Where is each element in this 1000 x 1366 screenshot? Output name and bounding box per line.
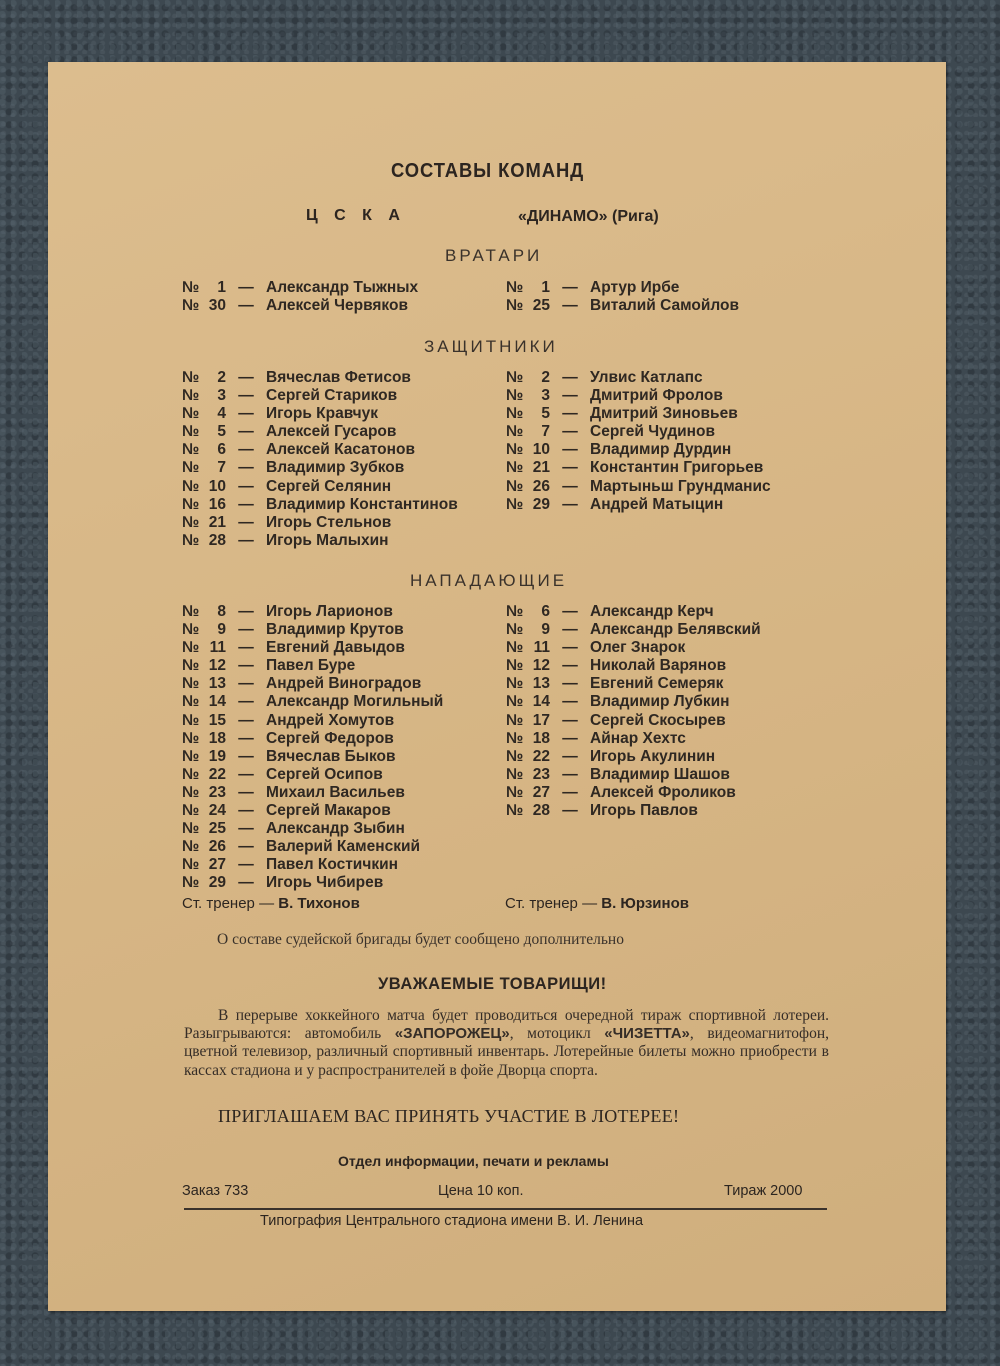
team-right-header [518, 208, 659, 226]
roster-row [182, 387, 458, 405]
roster-row [182, 423, 458, 441]
dash-separator: — [238, 441, 254, 459]
jersey-number: 11 [533, 639, 550, 657]
number-sign: № [182, 856, 200, 874]
player-name: Александр Керч [590, 603, 714, 620]
jersey-number: 10 [532, 441, 550, 459]
player-name: Вячеслав Быков [266, 747, 396, 765]
footer-divider [184, 1208, 827, 1210]
jersey-number: 21 [208, 513, 226, 531]
dash-separator: — [562, 423, 578, 441]
coach-label: Ст. тренер — [505, 895, 598, 912]
dash-separator: — [562, 477, 578, 495]
player-name: Игорь Акулинин [590, 747, 716, 765]
number-sign: № [182, 405, 200, 423]
jersey-number: 14 [208, 693, 226, 711]
roster-row [182, 297, 418, 315]
roster-row [506, 478, 771, 496]
dash-separator: — [238, 657, 254, 675]
dash-separator: — [238, 297, 254, 315]
team-right-name: «ДИНАМО» [518, 208, 608, 225]
dash-separator: — [238, 675, 254, 693]
number-sign: № [506, 747, 524, 765]
roster-row [182, 856, 443, 874]
dash-separator: — [238, 459, 254, 477]
dash-separator: — [238, 423, 254, 441]
lottery-invite: ПРИГЛАШАЕМ ВАС ПРИНЯТЬ УЧАСТИЕ В ЛОТЕРЕЕ! [218, 1106, 680, 1126]
price: Цена 10 коп. [438, 1183, 524, 1199]
player-name: Андрей Матыцин [590, 495, 724, 513]
number-sign: № [182, 711, 200, 729]
dash-separator: — [562, 441, 578, 459]
dash-separator: — [562, 603, 578, 620]
number-sign: № [506, 802, 524, 820]
dash-separator: — [238, 603, 254, 620]
number-sign: № [506, 675, 524, 693]
dash-separator: — [238, 747, 254, 765]
jersey-number: 12 [532, 657, 550, 675]
jersey-number: 26 [208, 838, 226, 856]
dash-separator: — [238, 369, 254, 386]
dash-separator: — [562, 297, 578, 315]
roster-row [182, 693, 443, 711]
player-name: Игорь Чибирев [266, 874, 384, 892]
player-name: Александр Тыжных [266, 279, 419, 296]
dash-separator: — [562, 279, 578, 296]
jersey-number: 7 [541, 423, 550, 441]
number-sign: № [506, 639, 524, 657]
player-name: Сергей Федоров [266, 729, 394, 747]
jersey-number: 14 [532, 693, 550, 711]
dash-separator: — [238, 621, 254, 639]
dash-separator: — [238, 477, 254, 495]
jersey-number: 28 [208, 531, 226, 549]
team-left-name: Ц С К А [306, 207, 406, 224]
roster-row [506, 766, 761, 784]
roster-row [182, 279, 418, 297]
player-name: Андрей Хомутов [266, 711, 395, 729]
dash-separator: — [238, 405, 254, 423]
jersey-number: 12 [208, 657, 226, 675]
dash-separator: — [562, 369, 578, 386]
jersey-number: 19 [208, 747, 226, 765]
number-sign: № [182, 621, 200, 639]
player-name: Александр Белявский [590, 621, 761, 639]
dash-separator: — [562, 405, 578, 423]
jersey-number: 13 [208, 675, 226, 693]
roster-row [182, 478, 458, 496]
jersey-number: 11 [209, 639, 226, 657]
jersey-number: 4 [217, 405, 226, 423]
roster-right-forwards [506, 603, 761, 820]
number-sign: № [506, 603, 524, 620]
player-name: Сергей Скосырев [590, 711, 726, 729]
number-sign: № [506, 387, 524, 405]
player-name: Владимир Лубкин [590, 693, 730, 711]
player-name: Владимир Крутов [266, 621, 404, 639]
jersey-number: 18 [532, 729, 550, 747]
jersey-number: 30 [208, 297, 226, 315]
player-name: Алексей Червяков [266, 297, 408, 315]
number-sign: № [182, 729, 200, 747]
order-number: Заказ 733 [182, 1183, 249, 1199]
number-sign: № [506, 369, 524, 386]
jersey-number: 16 [208, 495, 226, 513]
coach-right-name: В. Юрзинов [601, 895, 689, 912]
roster-row [182, 657, 443, 675]
number-sign: № [182, 639, 200, 657]
number-sign: № [506, 297, 524, 315]
coach-label: Ст. тренер — [182, 895, 275, 912]
printer-line: Типография Центрального стадиона имени В. И. Ленина [260, 1213, 644, 1229]
roster-row [182, 874, 443, 892]
jersey-number: 8 [217, 603, 226, 620]
roster-left-defense [182, 369, 458, 550]
jersey-number: 28 [532, 802, 550, 820]
jersey-number: 13 [532, 675, 550, 693]
number-sign: № [182, 874, 200, 892]
player-name: Мартыньш Грундманис [590, 477, 771, 495]
jersey-number: 23 [532, 765, 550, 783]
dash-separator: — [238, 820, 254, 838]
jersey-number: 25 [532, 297, 550, 315]
dash-separator: — [238, 693, 254, 711]
number-sign: № [182, 495, 200, 513]
jersey-number: 29 [532, 495, 550, 513]
jersey-number: 18 [208, 729, 226, 747]
number-sign: № [182, 387, 200, 405]
dash-separator: — [562, 783, 578, 801]
roster-row [182, 369, 458, 387]
player-name: Алексей Фроликов [590, 783, 736, 801]
car-prize: «ЗАПОРОЖЕЦ» [394, 1025, 510, 1043]
number-sign: № [182, 297, 200, 315]
jersey-number: 2 [541, 369, 550, 386]
roster-row [182, 405, 458, 423]
dash-separator: — [562, 495, 578, 513]
number-sign: № [182, 765, 200, 783]
jersey-number: 26 [532, 477, 550, 495]
dash-separator: — [562, 387, 578, 405]
number-sign: № [182, 657, 200, 675]
player-name: Владимир Зубков [266, 459, 405, 477]
player-name: Владимир Шашов [590, 765, 730, 783]
jersey-number: 21 [532, 459, 550, 477]
jersey-number: 27 [532, 783, 550, 801]
coach-right [505, 895, 689, 912]
dash-separator: — [238, 513, 254, 531]
roster-row [182, 766, 443, 784]
number-sign: № [182, 603, 200, 620]
dash-separator: — [562, 693, 578, 711]
dash-separator: — [562, 802, 578, 820]
number-sign: № [182, 279, 200, 296]
roster-row [182, 712, 443, 730]
jersey-number: 7 [217, 459, 226, 477]
player-name: Игорь Кравчук [266, 405, 379, 423]
jersey-number: 5 [217, 423, 226, 441]
page-title: СОСТАВЫ КОМАНД [391, 160, 585, 182]
player-name: Виталий Самойлов [590, 297, 740, 315]
player-name: Павел Костичкин [266, 856, 398, 874]
roster-row [182, 532, 458, 550]
roster-row [506, 730, 761, 748]
jersey-number: 23 [208, 783, 226, 801]
player-name: Игорь Ларионов [266, 603, 393, 620]
roster-row [506, 279, 739, 297]
dash-separator: — [238, 729, 254, 747]
player-name: Дмитрий Фролов [590, 387, 723, 405]
roster-row [182, 748, 443, 766]
jersey-number: 9 [217, 621, 226, 639]
dash-separator: — [562, 765, 578, 783]
dash-separator: — [238, 765, 254, 783]
roster-row [506, 657, 761, 675]
player-name: Сергей Осипов [266, 765, 383, 783]
dash-separator: — [238, 802, 254, 820]
player-name: Владимир Константинов [266, 495, 458, 513]
player-name: Сергей Стариков [266, 387, 398, 405]
player-name: Александр Могильный [266, 693, 444, 711]
player-name: Евгений Семеряк [590, 675, 724, 693]
department-line: Отдел информации, печати и рекламы [338, 1153, 609, 1169]
jersey-number: 22 [208, 765, 226, 783]
roster-row [506, 459, 771, 477]
number-sign: № [506, 711, 524, 729]
appeal-heading: УВАЖАЕМЫЕ ТОВАРИЩИ! [378, 975, 607, 993]
roster-row [506, 603, 761, 621]
dash-separator: — [562, 621, 578, 639]
number-sign: № [506, 765, 524, 783]
number-sign: № [182, 423, 200, 441]
dash-separator: — [238, 387, 254, 405]
team-right-city: (Рига) [612, 208, 659, 225]
number-sign: № [182, 531, 200, 549]
number-sign: № [182, 693, 200, 711]
number-sign: № [506, 783, 524, 801]
jersey-number: 27 [208, 856, 226, 874]
referee-note: О составе судейской бригады будет сообщено дополнительно [217, 931, 624, 948]
lottery-paragraph: В перерыве хоккейного матча будет проводиться очередной тираж спортивной лотереи. Разыгрываются: автомобиль «ЗАПОРОЖЕЦ», мотоцикл «ЧИЗЕТТА», видеомагнитофон, цветной телевизор, различный спортивный инвентарь. Лотерейные билеты можно приобрести в кассах стадиона и у распространителей в фойе Дворца спорта. [184, 1007, 830, 1079]
number-sign: № [182, 675, 200, 693]
roster-row [506, 748, 761, 766]
roster-row [506, 405, 771, 423]
roster-left-goalies [182, 279, 418, 315]
player-name: Константин Григорьев [590, 459, 764, 477]
dash-separator: — [238, 783, 254, 801]
number-sign: № [182, 477, 200, 495]
roster-row [506, 496, 771, 514]
number-sign: № [506, 477, 524, 495]
jersey-number: 6 [217, 441, 226, 459]
roster-row [182, 514, 458, 532]
player-name: Артур Ирбе [590, 279, 680, 296]
roster-row [182, 730, 443, 748]
dash-separator: — [562, 747, 578, 765]
number-sign: № [182, 838, 200, 856]
number-sign: № [182, 459, 200, 477]
player-name: Сергей Чудинов [590, 423, 716, 441]
player-name: Андрей Виноградов [266, 675, 422, 693]
number-sign: № [506, 495, 524, 513]
roster-row [506, 784, 761, 802]
roster-row [182, 639, 443, 657]
roster-row [182, 496, 458, 514]
dash-separator: — [238, 874, 254, 892]
coach-left-name: В. Тихонов [278, 895, 360, 912]
roster-row [506, 712, 761, 730]
jersey-number: 5 [541, 405, 550, 423]
number-sign: № [506, 423, 524, 441]
jersey-number: 10 [208, 477, 226, 495]
jersey-number: 2 [217, 369, 226, 386]
jersey-number: 6 [541, 603, 550, 620]
dash-separator: — [238, 639, 254, 657]
player-name: Валерий Каменский [266, 838, 421, 856]
number-sign: № [506, 459, 524, 477]
number-sign: № [506, 279, 524, 296]
program-page [48, 62, 946, 1311]
section-heading-defense: ЗАЩИТНИКИ [424, 337, 558, 356]
player-name: Александр Зыбин [266, 820, 405, 838]
player-name: Николай Варянов [590, 657, 727, 675]
dash-separator: — [562, 711, 578, 729]
roster-row [506, 802, 761, 820]
roster-row [506, 675, 761, 693]
roster-right-goalies [506, 279, 739, 315]
number-sign: № [182, 513, 200, 531]
jersey-number: 1 [541, 279, 550, 296]
roster-row [506, 297, 739, 315]
player-name: Павел Буре [266, 657, 356, 675]
jersey-number: 1 [217, 279, 226, 296]
jersey-number: 22 [532, 747, 550, 765]
number-sign: № [182, 802, 200, 820]
roster-row [182, 784, 443, 802]
player-name: Сергей Макаров [266, 802, 391, 820]
dash-separator: — [238, 856, 254, 874]
roster-row [506, 423, 771, 441]
dash-separator: — [562, 729, 578, 747]
jersey-number: 3 [217, 387, 226, 405]
jersey-number: 15 [208, 711, 226, 729]
roster-row [506, 693, 761, 711]
number-sign: № [182, 369, 200, 386]
dash-separator: — [238, 531, 254, 549]
roster-row [506, 441, 771, 459]
roster-row [506, 639, 761, 657]
section-heading-forwards: НАПАДАЮЩИЕ [410, 571, 568, 590]
roster-row [182, 441, 458, 459]
dash-separator: — [562, 657, 578, 675]
roster-row [506, 621, 761, 639]
dash-separator: — [238, 711, 254, 729]
player-name: Игорь Малыхин [266, 531, 389, 549]
jersey-number: 29 [208, 874, 226, 892]
number-sign: № [182, 783, 200, 801]
jersey-number: 9 [541, 621, 550, 639]
section-heading-goalies: ВРАТАРИ [445, 246, 543, 265]
dash-separator: — [562, 639, 578, 657]
player-name: Дмитрий Зиновьев [590, 405, 738, 423]
roster-right-defense [506, 369, 771, 514]
player-name: Вячеслав Фетисов [266, 369, 411, 386]
roster-left-forwards [182, 603, 443, 893]
roster-row [182, 820, 443, 838]
player-name: Алексей Касатонов [266, 441, 415, 459]
number-sign: № [506, 441, 524, 459]
roster-row [182, 603, 443, 621]
jersey-number: 17 [532, 711, 550, 729]
dash-separator: — [238, 279, 254, 296]
number-sign: № [506, 657, 524, 675]
number-sign: № [182, 441, 200, 459]
player-name: Игорь Стельнов [266, 513, 392, 531]
print-run: Тираж 2000 [724, 1183, 803, 1199]
number-sign: № [506, 621, 524, 639]
roster-row [506, 387, 771, 405]
coach-left [182, 895, 360, 912]
jersey-number: 25 [208, 820, 226, 838]
dash-separator: — [562, 675, 578, 693]
roster-row [182, 838, 443, 856]
jersey-number: 24 [208, 802, 226, 820]
player-name: Улвис Катлапс [590, 369, 703, 386]
player-name: Сергей Селянин [266, 477, 392, 495]
number-sign: № [506, 729, 524, 747]
roster-row [182, 621, 443, 639]
moto-prize: «ЧИЗЕТТА» [604, 1025, 690, 1043]
player-name: Алексей Гусаров [266, 423, 397, 441]
player-name: Айнар Хехтс [590, 729, 686, 747]
player-name: Олег Знарок [590, 639, 686, 657]
player-name: Евгений Давыдов [266, 639, 405, 657]
number-sign: № [506, 405, 524, 423]
dash-separator: — [238, 838, 254, 856]
jersey-number: 3 [541, 387, 550, 405]
roster-row [182, 802, 443, 820]
number-sign: № [506, 693, 524, 711]
roster-row [182, 675, 443, 693]
player-name: Игорь Павлов [590, 802, 698, 820]
player-name: Михаил Васильев [266, 783, 405, 801]
roster-row [506, 369, 771, 387]
roster-row [182, 459, 458, 477]
number-sign: № [182, 747, 200, 765]
player-name: Владимир Дурдин [590, 441, 732, 459]
number-sign: № [182, 820, 200, 838]
dash-separator: — [562, 459, 578, 477]
dash-separator: — [238, 495, 254, 513]
